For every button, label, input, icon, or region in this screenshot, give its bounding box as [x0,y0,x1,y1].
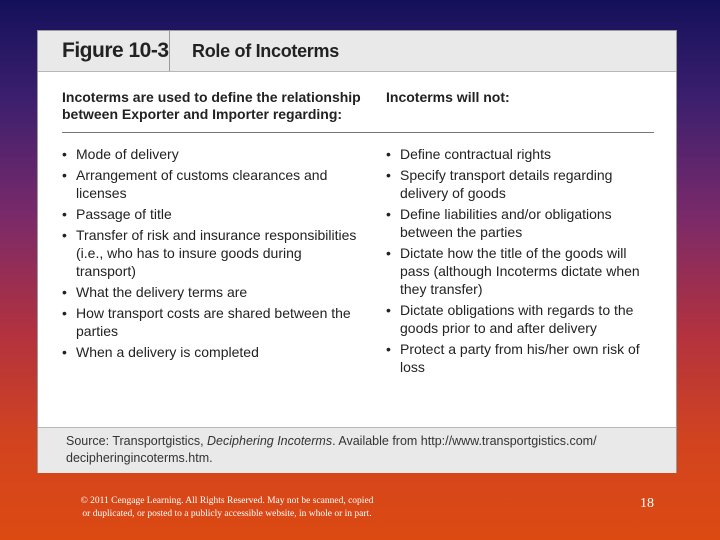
bullet-icon: • [62,305,67,321]
list-item: • Dictate how the title of the goods will pass (although Incoterms dictate when they transfer) [386,245,640,297]
copyright-notice: © 2011 Cengage Learning. All Rights Reserved. May not be scanned, copied or duplicated, or posted to a publicly accessible website, in whole or in part. [80,496,374,519]
list-item: • How transport costs are shared between the parties [62,305,351,339]
left-heading-line-2: between Exporter and Importer regarding: [62,106,343,122]
figure-title: Role of Incoterms [192,41,339,61]
list-item: • What the delivery terms are [62,284,248,300]
right-list [386,145,641,379]
figure-number: Figure 10-3 [38,31,170,71]
list-item: • Arrangement of customs clearances and licenses [62,167,328,201]
bullet-icon: • [62,206,67,222]
right-column-heading: Incoterms will not: [386,89,510,105]
list-item: • Define contractual rights [386,146,551,162]
source-note [38,427,676,473]
bullet-icon: • [386,167,391,183]
bullet-icon: • [62,146,67,162]
left-heading-line-1: Incoterms are used to define the relationship [62,89,361,105]
bullet-icon: • [62,344,67,360]
figure-header [38,31,676,72]
bullet-icon: • [62,284,67,300]
figure-panel [37,30,677,473]
list-item: • Mode of delivery [62,146,179,162]
source-text: Source: Transportgistics, Deciphering Incoterms. Available from http://www.transportgistics.com/ decipheringincoterms.htm. [66,434,597,465]
bullet-icon: • [62,167,67,183]
page-number: 18 [640,496,654,511]
left-list [62,145,362,364]
list-item: • Transfer of risk and insurance responsibilities (i.e., who has to insure goods during transport) [62,227,357,279]
bullet-icon: • [386,245,391,261]
left-column-heading [62,89,372,123]
list-item: • When a delivery is completed [62,344,259,360]
list-item: • Specify transport details regarding delivery of goods [386,167,613,201]
list-item: • Protect a party from his/her own risk of loss [386,341,640,375]
bullet-icon: • [386,302,391,318]
bullet-icon: • [386,146,391,162]
bullet-icon: • [62,227,67,243]
list-item: • Dictate obligations with regards to the goods prior to and after delivery [386,302,634,336]
list-item: • Passage of title [62,206,172,222]
bullet-icon: • [386,341,391,357]
list-item: • Define liabilities and/or obligations between the parties [386,206,612,240]
heading-divider [62,132,654,133]
bullet-icon: • [386,206,391,222]
source-title: Deciphering Incoterms [207,434,333,448]
